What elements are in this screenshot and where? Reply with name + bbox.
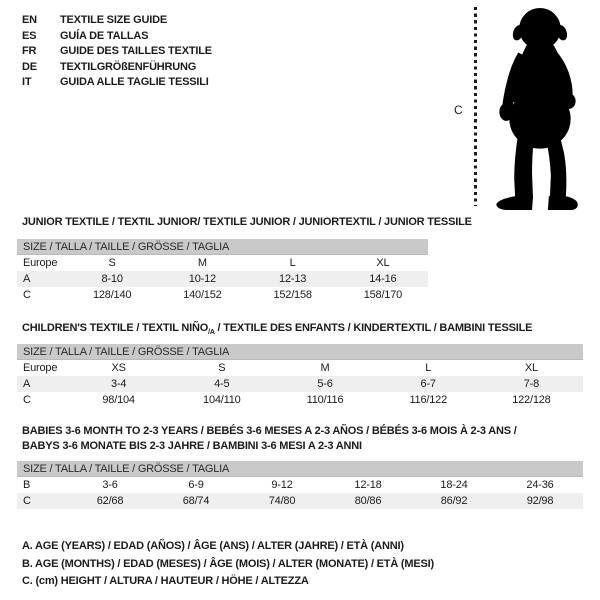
children-title-sub: /A (208, 329, 215, 337)
size-value-cell: 8-10 (101, 273, 123, 285)
size-value-cell: 10-12 (188, 273, 216, 285)
junior-table-rows (17, 255, 428, 303)
row-label-cell: B (23, 479, 31, 491)
row-label-cell: C (23, 394, 31, 406)
size-value-cell: 86/92 (440, 495, 468, 507)
note-age-years: A. AGE (YEARS) / EDAD (AÑOS) / ÂGE (ANS) / ALTER (JAHRE) / ETÀ (ANNI) (22, 540, 404, 552)
children-title-pre: CHILDREN'S TEXTILE / TEXTIL NIÑO (22, 322, 209, 334)
babies-title-line2: BABYS 3-6 MONATE BIS 2-3 JAHRE / BAMBINI 3-6 MESI A 2-3 ANNI (22, 440, 362, 452)
size-value-cell: 4-5 (214, 378, 230, 390)
guide-title: GUIDA ALLE TAGLIE TESSILI (60, 76, 209, 89)
size-value-cell: 116/122 (409, 394, 447, 406)
size-value-cell: 5-6 (317, 378, 333, 390)
guide-title: TEXTILGRÖßENFÜHRUNG (60, 60, 197, 73)
size-value-cell: 18-24 (440, 479, 468, 491)
row-label-cell: A (23, 273, 31, 285)
size-value-cell: 140/152 (183, 289, 222, 301)
row-label-cell: A (23, 378, 31, 390)
language-code: EN (22, 14, 37, 26)
children-size-table (17, 344, 583, 408)
language-row (22, 13, 212, 29)
size-value-cell: 158/170 (363, 289, 403, 301)
language-code: IT (22, 76, 32, 89)
size-value-cell: 3-6 (102, 479, 118, 491)
size-value-cell: 128/140 (92, 289, 132, 301)
size-value-cell: 6-7 (420, 378, 436, 390)
table-row (17, 477, 583, 493)
note-height-cm: C. (cm) HEIGHT / ALTURA / HAUTEUR / HÖHE / ALTEZZA (22, 575, 309, 587)
junior-table-title: JUNIOR TEXTILE / TEXTIL JUNIOR/ TEXTILE JUNIOR / JUNIORTEXTIL / JUNIOR TESSILE (22, 216, 472, 228)
row-label-cell: Europe (23, 257, 58, 269)
size-value-cell: 74/80 (268, 495, 296, 507)
table-row (17, 255, 428, 271)
size-value-cell: 110/116 (306, 394, 344, 406)
guide-title: GUÍA DE TALLAS (60, 29, 149, 42)
size-value-cell: L (289, 257, 296, 269)
language-code: FR (22, 45, 37, 58)
row-label-cell: C (23, 289, 31, 301)
size-value-cell: S (218, 362, 226, 374)
size-value-cell: 68/74 (182, 495, 210, 507)
size-value-cell: 104/110 (203, 394, 241, 406)
size-value-cell: 152/158 (273, 289, 312, 301)
size-value-cell: 6-9 (188, 479, 204, 491)
language-row (22, 29, 212, 45)
language-row (22, 60, 212, 76)
language-code: DE (22, 60, 37, 73)
junior-size-table (17, 239, 428, 303)
table-row (17, 287, 428, 303)
babies-size-table (17, 461, 583, 509)
size-value-cell: 62/68 (96, 495, 124, 507)
children-title-post: / TEXTILE DES ENFANTS / KINDERTEXTIL / BAMBINI TESSILE (214, 322, 533, 334)
size-value-cell: 12-13 (279, 273, 307, 285)
silhouette-leg-left (514, 134, 534, 199)
row-label-cell: C (23, 495, 31, 507)
size-value-cell: 9-12 (271, 479, 293, 491)
row-label-cell: Europe (23, 362, 58, 374)
size-value-cell: 80/86 (354, 495, 382, 507)
language-code: ES (22, 29, 37, 42)
silhouette-leg-right (546, 136, 566, 199)
children-table-rows (17, 360, 583, 408)
babies-table-rows (17, 477, 583, 509)
size-value-cell: 92/98 (526, 495, 554, 507)
babies-table-title (22, 424, 517, 454)
size-value-cell: XS (111, 362, 126, 374)
size-value-cell: 98/104 (102, 394, 135, 406)
size-value-cell: 14-16 (369, 273, 397, 285)
table-row (17, 392, 583, 408)
size-value-cell: S (108, 257, 116, 269)
guide-title: TEXTILE SIZE GUIDE (60, 14, 168, 26)
toddler-silhouette-image (486, 5, 586, 213)
babies-title-line1: BABIES 3-6 MONTH TO 2-3 YEARS / BEBÉS 3-6 MESES A 2-3 AÑOS / BÉBÉS 3-6 MOIS À 2-3 ANS / (22, 425, 517, 437)
guide-title: GUIDE DES TAILLES TEXTILE (60, 45, 212, 58)
children-table-title (22, 322, 533, 337)
language-title-block (22, 13, 212, 91)
size-value-cell: XL (376, 257, 390, 269)
size-header-bar: SIZE / TALLA / TAILLE / GRÖSSE / TAGLIA (17, 239, 428, 255)
size-value-cell: M (197, 257, 207, 269)
size-value-cell: XL (524, 362, 538, 374)
size-value-cell: M (320, 362, 330, 374)
table-row (17, 493, 583, 509)
legend-notes (22, 538, 434, 591)
size-value-cell: 12-18 (354, 479, 382, 491)
language-row (22, 44, 212, 60)
silhouette-foot-left (496, 196, 533, 210)
silhouette-foot-right (548, 196, 578, 210)
table-row (17, 271, 428, 287)
size-value-cell: L (425, 362, 432, 374)
note-age-months: B. AGE (MONTHS) / EDAD (MESES) / ÂGE (MOIS) / ALTER (MONATE) / ETÀ (MESI) (22, 557, 434, 570)
table-row (17, 376, 583, 392)
size-header-bar: SIZE / TALLA / TAILLE / GRÖSSE / TAGLIA (17, 344, 583, 360)
size-header-bar: SIZE / TALLA / TAILLE / GRÖSSE / TAGLIA (17, 461, 583, 477)
size-value-cell: 3-4 (110, 378, 127, 390)
height-measure-dashed-line (474, 7, 477, 206)
language-row (22, 75, 212, 91)
size-value-cell: 7-8 (523, 378, 540, 390)
table-row (17, 360, 583, 376)
size-value-cell: 122/128 (512, 394, 551, 406)
height-measure-label: C (454, 103, 463, 117)
size-value-cell: 24-36 (526, 479, 554, 491)
